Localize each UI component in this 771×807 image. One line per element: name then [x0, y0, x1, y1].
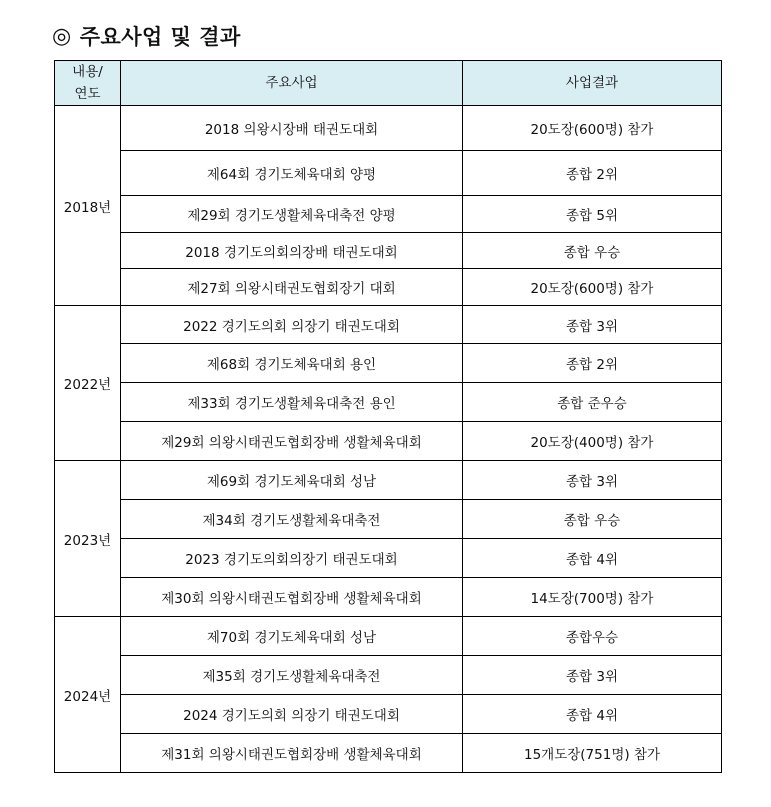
table-row [55, 656, 722, 695]
business-cell: 제35회 경기도생활체육대축전 [121, 656, 463, 695]
header-year [55, 61, 121, 106]
table-body [55, 106, 722, 773]
business-cell: 제29회 의왕시태권도협회장배 생활체육대회 [121, 422, 463, 461]
header-business: 주요사업 [121, 61, 463, 106]
table-row [55, 269, 722, 306]
year-cell: 2018년 [55, 106, 121, 306]
result-cell: 종합우승 [463, 617, 722, 656]
business-cell: 제68회 경기도체육대회 용인 [121, 344, 463, 383]
result-cell: 종합 3위 [463, 656, 722, 695]
year-cell: 2022년 [55, 306, 121, 461]
business-cell: 2018 경기도의회의장배 태권도대회 [121, 233, 463, 269]
business-cell: 제64회 경기도체육대회 양평 [121, 151, 463, 196]
result-cell: 종합 5위 [463, 196, 722, 233]
business-cell: 제33회 경기도생활체육대축전 용인 [121, 383, 463, 422]
business-cell: 제27회 의왕시태권도협회장기 대회 [121, 269, 463, 306]
table-row [55, 734, 722, 773]
header-year-line2: 연도 [74, 86, 101, 102]
table-row [55, 106, 722, 151]
results-table [54, 60, 722, 773]
business-cell: 제29회 경기도생활체육대축전 양평 [121, 196, 463, 233]
business-cell: 제31회 의왕시태권도협회장배 생활체육대회 [121, 734, 463, 773]
page-title-text: 주요사업 및 결과 [79, 25, 241, 49]
table-row [55, 196, 722, 233]
result-cell: 종합 2위 [463, 344, 722, 383]
business-cell: 2022 경기도의회 의장기 태권도대회 [121, 306, 463, 344]
business-cell: 제34회 경기도생활체육대축전 [121, 500, 463, 539]
result-cell: 15개도장(751명) 참가 [463, 734, 722, 773]
result-cell: 종합 우승 [463, 233, 722, 269]
page-title [52, 20, 241, 52]
table-row [55, 344, 722, 383]
table-row [55, 617, 722, 656]
result-cell: 20도장(600명) 참가 [463, 106, 722, 151]
result-cell: 종합 준우승 [463, 383, 722, 422]
table-row [55, 695, 722, 734]
table-row [55, 500, 722, 539]
result-cell: 종합 3위 [463, 461, 722, 500]
result-cell: 종합 4위 [463, 539, 722, 578]
result-cell: 20도장(600명) 참가 [463, 269, 722, 306]
business-cell: 2018 의왕시장배 태권도대회 [121, 106, 463, 151]
table-row [55, 383, 722, 422]
business-cell: 2024 경기도의회 의장기 태권도대회 [121, 695, 463, 734]
table-row [55, 151, 722, 196]
table-row [55, 422, 722, 461]
table-row [55, 233, 722, 269]
header-result: 사업결과 [463, 61, 722, 106]
result-cell: 종합 3위 [463, 306, 722, 344]
year-cell: 2024년 [55, 617, 121, 773]
business-cell: 제69회 경기도체육대회 성남 [121, 461, 463, 500]
result-cell: 종합 2위 [463, 151, 722, 196]
result-cell: 종합 우승 [463, 500, 722, 539]
year-cell: 2023년 [55, 461, 121, 617]
header-year-line1: 내용/ [72, 64, 103, 80]
result-cell: 20도장(400명) 참가 [463, 422, 722, 461]
business-cell: 2023 경기도의회의장기 태권도대회 [121, 539, 463, 578]
table-row [55, 461, 722, 500]
table-row [55, 578, 722, 617]
business-cell: 제30회 의왕시태권도협회장배 생활체육대회 [121, 578, 463, 617]
business-cell: 제70회 경기도체육대회 성남 [121, 617, 463, 656]
table-row [55, 539, 722, 578]
double-circle-icon: ◎ [52, 23, 72, 49]
result-cell: 종합 4위 [463, 695, 722, 734]
table-header-row [55, 61, 722, 106]
result-cell: 14도장(700명) 참가 [463, 578, 722, 617]
table-row [55, 306, 722, 344]
